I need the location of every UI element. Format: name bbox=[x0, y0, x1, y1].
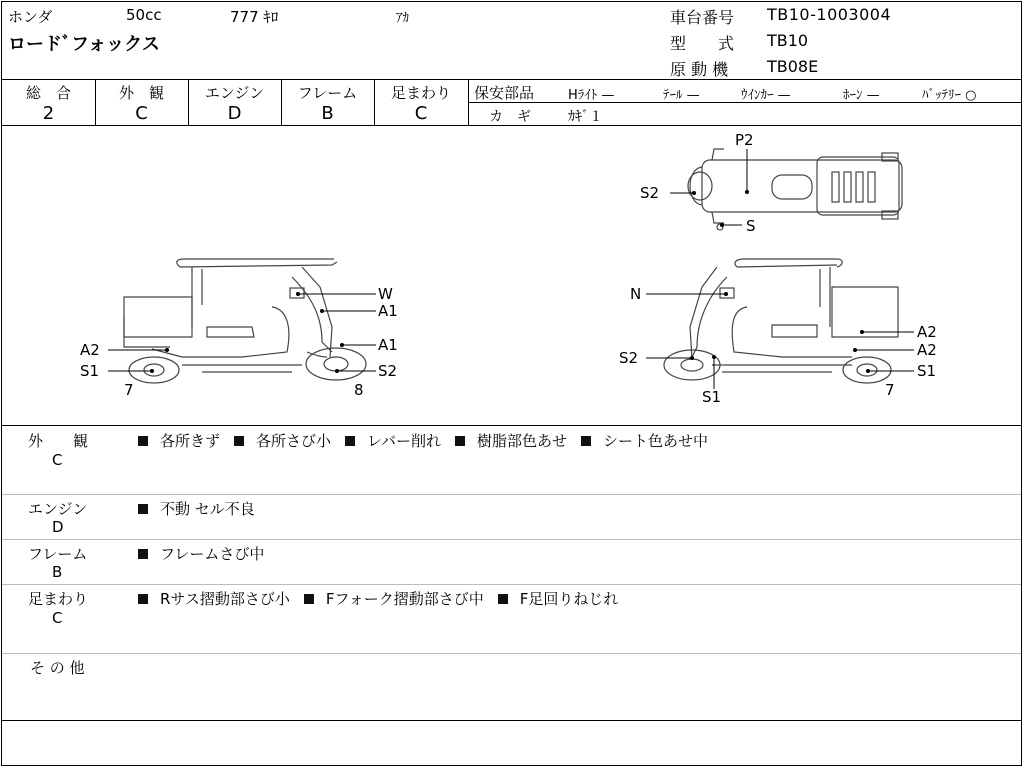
remark-items-engine: 不動 セル不良 bbox=[138, 498, 269, 519]
divider bbox=[2, 494, 1021, 495]
remark-category-engine: エンジン bbox=[28, 500, 88, 518]
label-left-s1: S1 bbox=[80, 362, 100, 380]
damage-diagram bbox=[2, 127, 1023, 425]
remark-category-exterior: 外 観 bbox=[28, 432, 89, 450]
inspection-sheet bbox=[1, 1, 1022, 766]
bullet-square-icon bbox=[234, 436, 244, 446]
remark-category-frame: フレーム bbox=[28, 545, 88, 563]
left-side-scooter bbox=[124, 259, 366, 383]
type-label: 型 式 bbox=[670, 34, 735, 53]
bullet-square-icon bbox=[138, 504, 148, 514]
bullet-square-icon bbox=[345, 436, 355, 446]
safety-item-headlight: Hﾗｲﾄ — bbox=[568, 88, 615, 103]
safety-item-horn: ﾎｰﾝ — bbox=[843, 88, 880, 103]
label-right-s1: S1 bbox=[917, 362, 937, 380]
grade-label-overall: 総 合 bbox=[25, 84, 71, 102]
label-left-w: W bbox=[378, 285, 393, 303]
key-value: ｶｷﾞ１ bbox=[568, 109, 603, 125]
label-right-7: 7 bbox=[885, 381, 895, 399]
color: ｱｶ bbox=[396, 11, 409, 26]
label-right-a2-lower: A2 bbox=[917, 341, 937, 359]
engine-label: 原 動 機 bbox=[670, 60, 729, 79]
bullet-square-icon bbox=[138, 549, 148, 559]
frame-no-label: 車台番号 bbox=[670, 8, 735, 27]
label-top-p2: P2 bbox=[735, 131, 754, 149]
remark-items-exterior: 各所きず 各所さび小 レバー削れ 樹脂部色あせ シート色あせ中 bbox=[138, 430, 722, 451]
grade-value-suspension: C bbox=[414, 103, 428, 124]
grade-value-engine: D bbox=[227, 103, 242, 124]
model-name: ロードﾞフォックス bbox=[8, 34, 160, 55]
label-right-a2-upper: A2 bbox=[917, 323, 937, 341]
label-right-n: N bbox=[630, 285, 642, 303]
maker: ホンダ bbox=[8, 8, 53, 26]
bullet-square-icon bbox=[304, 594, 314, 604]
mileage: 777 ｷﾛ bbox=[230, 8, 279, 26]
label-left-a1-upper: A1 bbox=[378, 302, 398, 320]
divider bbox=[2, 539, 1021, 540]
bullet-square-icon bbox=[455, 436, 465, 446]
engine-value: TB08E bbox=[767, 57, 819, 76]
grade-value-exterior: C bbox=[135, 103, 148, 124]
safety-label: 保安部品 bbox=[474, 84, 535, 102]
grade-value-frame: B bbox=[321, 103, 334, 124]
remark-grade-suspension: C bbox=[52, 609, 63, 627]
grade-label-frame: フレーム bbox=[297, 84, 358, 102]
divider bbox=[468, 79, 469, 125]
remark-category-other: そ の 他 bbox=[30, 659, 85, 677]
bullet-square-icon bbox=[498, 594, 508, 604]
key-label: カ ギ bbox=[489, 109, 531, 125]
remark-grade-exterior: C bbox=[52, 451, 63, 469]
label-left-a1-lower: A1 bbox=[378, 336, 398, 354]
bullet-square-icon bbox=[138, 594, 148, 604]
type-value: TB10 bbox=[767, 31, 809, 50]
grade-label-suspension: 足まわり bbox=[390, 84, 451, 102]
frame-no: TB10-1003004 bbox=[767, 5, 892, 24]
divider bbox=[2, 653, 1021, 654]
grade-label-exterior: 外 観 bbox=[118, 84, 164, 102]
safety-item-battery: ﾊﾞｯﾃﾘｰ ○ bbox=[922, 88, 977, 103]
bullet-square-icon bbox=[138, 436, 148, 446]
bullet-square-icon bbox=[581, 436, 591, 446]
right-side-scooter bbox=[664, 259, 898, 383]
remark-category-suspension: 足まわり bbox=[28, 590, 89, 608]
label-right-s2: S2 bbox=[619, 349, 639, 367]
grade-value-overall: 2 bbox=[42, 103, 55, 124]
remark-grade-engine: D bbox=[52, 518, 64, 536]
label-right-s1-bottom: S1 bbox=[702, 388, 722, 406]
remark-grade-frame: B bbox=[52, 563, 63, 581]
label-top-s: S bbox=[746, 217, 756, 235]
grade-label-engine: エンジン bbox=[204, 84, 265, 102]
label-left-s2: S2 bbox=[378, 362, 398, 380]
label-top-s2: S2 bbox=[640, 184, 660, 202]
displacement: 50cc bbox=[126, 6, 162, 24]
label-left-8: 8 bbox=[354, 381, 364, 399]
scooter-diagram-svg bbox=[2, 127, 1023, 425]
divider bbox=[2, 79, 1021, 80]
top-view-scooter bbox=[688, 149, 902, 230]
divider bbox=[2, 720, 1021, 721]
label-left-a2: A2 bbox=[80, 341, 100, 359]
divider bbox=[2, 425, 1021, 426]
safety-item-winker: ｳｲﾝｶｰ — bbox=[741, 88, 791, 103]
divider bbox=[2, 584, 1021, 585]
safety-item-tail: ﾃｰﾙ — bbox=[663, 88, 700, 103]
remark-items-frame: フレームさび中 bbox=[138, 543, 278, 564]
label-left-7: 7 bbox=[124, 381, 134, 399]
remark-items-suspension: Rサス摺動部さび小 Fフォーク摺動部さび中 F足回りねじれ bbox=[138, 588, 632, 609]
